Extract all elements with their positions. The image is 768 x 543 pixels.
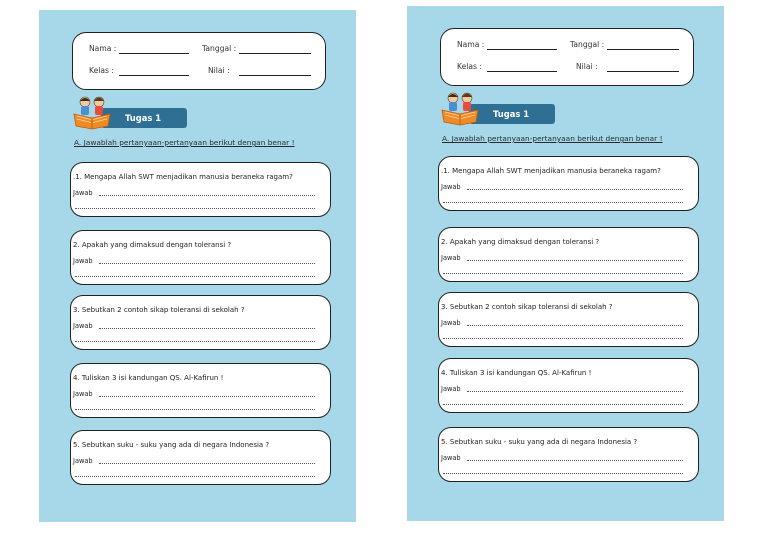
- answer-label: Jawab: [73, 390, 93, 398]
- class-label: Kelas :: [89, 66, 114, 75]
- question-text: 4. Tuliskan 3 isi kandungan QS. Al-Kafirun !: [73, 374, 224, 382]
- question-text: 3. Sebutkan 2 contoh sikap toleransi di sekolah ?: [73, 306, 245, 314]
- answer-label: Jawab: [73, 257, 93, 265]
- worksheet-page-right: [407, 6, 724, 521]
- question-card: [70, 295, 331, 350]
- answer-label: Jawab: [441, 183, 461, 191]
- task-banner: [469, 104, 555, 124]
- question-card: [438, 427, 699, 482]
- reading-children-book-icon: [72, 92, 112, 130]
- task-label: Tugas 1: [493, 109, 530, 119]
- answer-label: Jawab: [441, 385, 461, 393]
- answer-line[interactable]: [467, 260, 683, 261]
- answer-line[interactable]: [443, 404, 683, 405]
- name-field[interactable]: [487, 49, 557, 50]
- question-card: [70, 363, 331, 418]
- class-label: Kelas :: [457, 62, 482, 71]
- answer-line[interactable]: [99, 396, 315, 397]
- answer-line[interactable]: [443, 473, 683, 474]
- question-card: [70, 430, 331, 485]
- question-card: [438, 227, 699, 282]
- answer-line[interactable]: [99, 263, 315, 264]
- answer-label: Jawab: [441, 454, 461, 462]
- answer-line[interactable]: [75, 208, 315, 209]
- answer-line[interactable]: [75, 341, 315, 342]
- instruction-text: A. Jawablah pertanyaan-pertanyaan berikut dengan benar !: [442, 134, 663, 143]
- student-info-box: [72, 32, 326, 90]
- answer-line[interactable]: [75, 409, 315, 410]
- instruction-text: A. Jawablah pertanyaan-pertanyaan berikut dengan benar !: [74, 138, 295, 147]
- date-field[interactable]: [239, 53, 311, 54]
- answer-line[interactable]: [467, 391, 683, 392]
- task-label: Tugas 1: [125, 113, 162, 123]
- answer-label: Jawab: [73, 322, 93, 330]
- answer-line[interactable]: [75, 276, 315, 277]
- answer-label: Jawab: [73, 189, 93, 197]
- question-text: 3. Sebutkan 2 contoh sikap toleransi di sekolah ?: [441, 303, 613, 311]
- answer-line[interactable]: [443, 338, 683, 339]
- date-label: Tanggal :: [570, 40, 605, 49]
- answer-label: Jawab: [73, 457, 93, 465]
- question-text: 2. Apakah yang dimaksud dengan toleransi ?: [73, 241, 232, 249]
- answer-line[interactable]: [467, 189, 683, 190]
- answer-line[interactable]: [99, 328, 315, 329]
- answer-line[interactable]: [467, 460, 683, 461]
- answer-label: Jawab: [441, 319, 461, 327]
- name-label: Nama :: [457, 40, 485, 49]
- reading-children-book-icon: [440, 88, 480, 126]
- score-field[interactable]: [239, 75, 311, 76]
- score-label: Nilai :: [208, 66, 230, 75]
- question-card: [438, 292, 699, 347]
- answer-line[interactable]: [443, 273, 683, 274]
- answer-line[interactable]: [443, 202, 683, 203]
- class-field[interactable]: [119, 75, 189, 76]
- question-text: 4. Tuliskan 3 isi kandungan QS. Al-Kafirun !: [441, 369, 592, 377]
- question-text: .1. Mengapa Allah SWT menjadikan manusia beraneka ragam?: [73, 173, 293, 181]
- question-card: [438, 358, 699, 413]
- student-info-box: [440, 28, 694, 86]
- question-card: [70, 230, 331, 285]
- score-field[interactable]: [607, 71, 679, 72]
- task-banner: [101, 108, 187, 128]
- date-label: Tanggal :: [202, 44, 237, 53]
- name-label: Nama :: [89, 44, 117, 53]
- answer-line[interactable]: [99, 195, 315, 196]
- question-text: 5. Sebutkan suku - suku yang ada di negara Indonesia ?: [441, 438, 638, 446]
- score-label: Nilai :: [576, 62, 598, 71]
- worksheet-page-left: [39, 10, 356, 522]
- question-text: .1. Mengapa Allah SWT menjadikan manusia beraneka ragam?: [441, 167, 661, 175]
- class-field[interactable]: [487, 71, 557, 72]
- date-field[interactable]: [607, 49, 679, 50]
- question-card: [70, 162, 331, 217]
- answer-line[interactable]: [75, 476, 315, 477]
- question-text: 5. Sebutkan suku - suku yang ada di negara Indonesia ?: [73, 441, 270, 449]
- answer-line[interactable]: [467, 325, 683, 326]
- question-card: [438, 156, 699, 211]
- answer-line[interactable]: [99, 463, 315, 464]
- answer-label: Jawab: [441, 254, 461, 262]
- question-text: 2. Apakah yang dimaksud dengan toleransi ?: [441, 238, 600, 246]
- name-field[interactable]: [119, 53, 189, 54]
